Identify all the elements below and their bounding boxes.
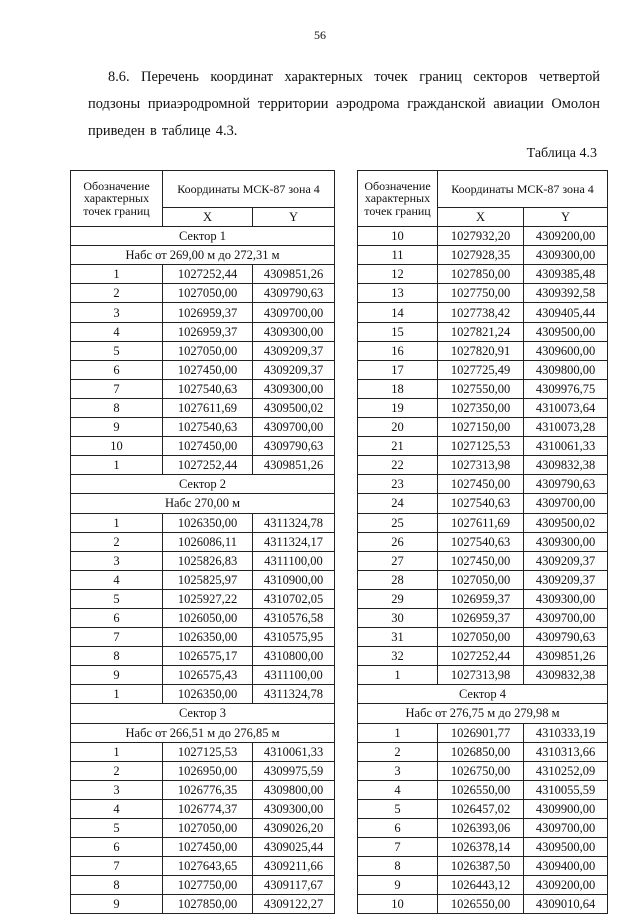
point-number-cell: 23 xyxy=(358,475,438,494)
point-number-cell: 4 xyxy=(71,799,163,818)
table-row xyxy=(358,761,608,780)
point-number-cell: 22 xyxy=(358,456,438,475)
x-coordinate-cell: 1027750,00 xyxy=(163,876,253,895)
y-coordinate-cell: 4310800,00 xyxy=(253,647,335,666)
y-coordinate-cell: 4309790,63 xyxy=(524,628,608,647)
x-coordinate-cell: 1027540,63 xyxy=(438,494,524,513)
table-row xyxy=(71,379,335,398)
x-coordinate-cell: 1027450,00 xyxy=(163,838,253,857)
y-coordinate-cell: 4309700,00 xyxy=(524,819,608,838)
header-coordinates: Координаты МСК-87 зона 4 xyxy=(438,171,608,208)
point-number-cell: 10 xyxy=(71,437,163,456)
x-coordinate-cell: 1026457,02 xyxy=(438,799,524,818)
y-coordinate-cell: 4309300,00 xyxy=(253,322,335,341)
header-point-label: Обозначение характерных точек границ xyxy=(71,171,163,227)
y-coordinate-cell: 4309851,26 xyxy=(524,647,608,666)
point-number-cell: 20 xyxy=(358,418,438,437)
table-row xyxy=(71,513,335,532)
y-coordinate-cell: 4309500,02 xyxy=(524,513,608,532)
table-row xyxy=(71,628,335,647)
point-number-cell: 8 xyxy=(358,857,438,876)
table-row xyxy=(358,398,608,417)
x-coordinate-cell: 1026550,00 xyxy=(438,780,524,799)
y-coordinate-cell: 4309300,00 xyxy=(524,589,608,608)
table-row xyxy=(71,608,335,627)
y-coordinate-cell: 4309300,00 xyxy=(524,532,608,551)
table-row xyxy=(71,819,335,838)
point-number-cell: 21 xyxy=(358,437,438,456)
point-number-cell: 7 xyxy=(71,379,163,398)
y-coordinate-cell: 4309832,38 xyxy=(524,666,608,685)
section-row xyxy=(358,704,608,723)
section-row xyxy=(71,475,335,494)
y-coordinate-cell: 4311100,00 xyxy=(253,551,335,570)
x-coordinate-cell: 1026959,37 xyxy=(163,303,253,322)
table-row xyxy=(358,227,608,246)
section-label: Сектор 2 xyxy=(71,475,335,494)
x-coordinate-cell: 1027611,69 xyxy=(163,398,253,417)
table-row xyxy=(71,838,335,857)
y-coordinate-cell: 4309800,00 xyxy=(253,780,335,799)
point-number-cell: 4 xyxy=(358,780,438,799)
x-coordinate-cell: 1027125,53 xyxy=(438,437,524,456)
x-coordinate-cell: 1026950,00 xyxy=(163,761,253,780)
x-coordinate-cell: 1026959,37 xyxy=(163,322,253,341)
y-coordinate-cell: 4309300,00 xyxy=(253,799,335,818)
y-coordinate-cell: 4309200,00 xyxy=(524,876,608,895)
point-number-cell: 1 xyxy=(71,265,163,284)
point-number-cell: 26 xyxy=(358,532,438,551)
point-number-cell: 25 xyxy=(358,513,438,532)
point-number-cell: 8 xyxy=(71,876,163,895)
point-number-cell: 32 xyxy=(358,647,438,666)
y-coordinate-cell: 4310073,28 xyxy=(524,418,608,437)
table-row xyxy=(71,456,335,475)
y-coordinate-cell: 4310073,64 xyxy=(524,398,608,417)
table-row xyxy=(358,742,608,761)
point-number-cell: 3 xyxy=(71,551,163,570)
point-number-cell: 3 xyxy=(358,761,438,780)
y-coordinate-cell: 4309700,00 xyxy=(524,494,608,513)
table-row xyxy=(358,589,608,608)
table-caption: Таблица 4.3 xyxy=(526,146,597,161)
y-coordinate-cell: 4310061,33 xyxy=(253,742,335,761)
x-coordinate-cell: 1026443,12 xyxy=(438,876,524,895)
header-y: Y xyxy=(253,208,335,227)
point-number-cell: 10 xyxy=(358,895,438,914)
x-coordinate-cell: 1027313,98 xyxy=(438,666,524,685)
y-coordinate-cell: 4309122,27 xyxy=(253,895,335,914)
section-label: Сектор 1 xyxy=(71,227,335,246)
y-coordinate-cell: 4309700,00 xyxy=(524,608,608,627)
table-row xyxy=(71,589,335,608)
x-coordinate-cell: 1026050,00 xyxy=(163,608,253,627)
point-number-cell: 1 xyxy=(71,685,163,704)
x-coordinate-cell: 1027750,00 xyxy=(438,284,524,303)
x-coordinate-cell: 1027252,44 xyxy=(163,456,253,475)
y-coordinate-cell: 4309976,75 xyxy=(524,379,608,398)
table-row xyxy=(71,647,335,666)
table-row xyxy=(71,742,335,761)
y-coordinate-cell: 4309200,00 xyxy=(524,227,608,246)
table-row xyxy=(358,360,608,379)
table-row xyxy=(358,246,608,265)
table-row xyxy=(358,265,608,284)
table-row xyxy=(358,284,608,303)
y-coordinate-cell: 4309400,00 xyxy=(524,857,608,876)
x-coordinate-cell: 1026350,00 xyxy=(163,685,253,704)
point-number-cell: 5 xyxy=(71,819,163,838)
table-row xyxy=(71,685,335,704)
header-point-label: Обозначение характерных точек границ xyxy=(358,171,438,227)
table-row xyxy=(358,475,608,494)
y-coordinate-cell: 4310576,58 xyxy=(253,608,335,627)
point-number-cell: 3 xyxy=(71,303,163,322)
x-coordinate-cell: 1027540,63 xyxy=(163,418,253,437)
table-row xyxy=(71,761,335,780)
table-row xyxy=(71,799,335,818)
y-coordinate-cell: 4309209,37 xyxy=(253,341,335,360)
x-coordinate-cell: 1027125,53 xyxy=(163,742,253,761)
x-coordinate-cell: 1026575,17 xyxy=(163,647,253,666)
point-number-cell: 15 xyxy=(358,322,438,341)
table-row xyxy=(358,857,608,876)
x-coordinate-cell: 1026774,37 xyxy=(163,799,253,818)
intro-paragraph: 8.6. Перечень координат характерных точек границ секторов четвертой подзоны приаэродромной территории аэродрома гражданской авиации Омолон приведен в таблице 4.3. xyxy=(88,69,600,139)
point-number-cell: 4 xyxy=(71,570,163,589)
y-coordinate-cell: 4309026,20 xyxy=(253,819,335,838)
x-coordinate-cell: 1026850,00 xyxy=(438,742,524,761)
table-row xyxy=(71,895,335,914)
x-coordinate-cell: 1027550,00 xyxy=(438,379,524,398)
point-number-cell: 7 xyxy=(71,628,163,647)
x-coordinate-cell: 1027252,44 xyxy=(163,265,253,284)
y-coordinate-cell: 4309790,63 xyxy=(524,475,608,494)
section-label: Набс от 266,51 м до 276,85 м xyxy=(71,723,335,742)
point-number-cell: 9 xyxy=(71,666,163,685)
point-number-cell: 4 xyxy=(71,322,163,341)
y-coordinate-cell: 4309209,37 xyxy=(524,570,608,589)
point-number-cell: 3 xyxy=(71,780,163,799)
point-number-cell: 30 xyxy=(358,608,438,627)
table-row xyxy=(71,780,335,799)
x-coordinate-cell: 1027050,00 xyxy=(438,628,524,647)
point-number-cell: 8 xyxy=(71,398,163,417)
table-row xyxy=(358,456,608,475)
right-table-body xyxy=(358,227,608,914)
y-coordinate-cell: 4309500,02 xyxy=(253,398,335,417)
y-coordinate-cell: 4310702,05 xyxy=(253,589,335,608)
y-coordinate-cell: 4309300,00 xyxy=(524,246,608,265)
point-number-cell: 5 xyxy=(71,341,163,360)
x-coordinate-cell: 1026901,77 xyxy=(438,723,524,742)
y-coordinate-cell: 4309209,37 xyxy=(524,551,608,570)
table-row xyxy=(71,284,335,303)
point-number-cell: 9 xyxy=(71,418,163,437)
table-row xyxy=(358,494,608,513)
x-coordinate-cell: 1026350,00 xyxy=(163,513,253,532)
point-number-cell: 2 xyxy=(358,742,438,761)
y-coordinate-cell: 4309790,63 xyxy=(253,284,335,303)
x-coordinate-cell: 1027050,00 xyxy=(163,284,253,303)
table-row xyxy=(358,895,608,914)
header-coordinates: Координаты МСК-87 зона 4 xyxy=(163,171,335,208)
table-row xyxy=(358,723,608,742)
table-row xyxy=(358,628,608,647)
x-coordinate-cell: 1027450,00 xyxy=(438,475,524,494)
x-coordinate-cell: 1026086,11 xyxy=(163,532,253,551)
header-y: Y xyxy=(524,208,608,227)
point-number-cell: 11 xyxy=(358,246,438,265)
table-row xyxy=(358,418,608,437)
y-coordinate-cell: 4310900,00 xyxy=(253,570,335,589)
point-number-cell: 17 xyxy=(358,360,438,379)
table-row xyxy=(71,551,335,570)
section-row xyxy=(71,723,335,742)
x-coordinate-cell: 1027450,00 xyxy=(163,360,253,379)
point-number-cell: 6 xyxy=(71,838,163,857)
point-number-cell: 1 xyxy=(71,456,163,475)
table-row xyxy=(358,876,608,895)
point-number-cell: 29 xyxy=(358,589,438,608)
table-row xyxy=(358,838,608,857)
table-row xyxy=(71,570,335,589)
y-coordinate-cell: 4309211,66 xyxy=(253,857,335,876)
point-number-cell: 24 xyxy=(358,494,438,513)
x-coordinate-cell: 1026350,00 xyxy=(163,628,253,647)
point-number-cell: 1 xyxy=(71,513,163,532)
table-row xyxy=(358,666,608,685)
x-coordinate-cell: 1025927,22 xyxy=(163,589,253,608)
x-coordinate-cell: 1027850,00 xyxy=(163,895,253,914)
table-row xyxy=(71,265,335,284)
table-row xyxy=(358,322,608,341)
header-x: X xyxy=(438,208,524,227)
table-row xyxy=(358,819,608,838)
y-coordinate-cell: 4309600,00 xyxy=(524,341,608,360)
x-coordinate-cell: 1027450,00 xyxy=(163,437,253,456)
point-number-cell: 19 xyxy=(358,398,438,417)
point-number-cell: 14 xyxy=(358,303,438,322)
section-label: Сектор 3 xyxy=(71,704,335,723)
point-number-cell: 31 xyxy=(358,628,438,647)
y-coordinate-cell: 4309500,00 xyxy=(524,838,608,857)
y-coordinate-cell: 4309832,38 xyxy=(524,456,608,475)
x-coordinate-cell: 1027932,20 xyxy=(438,227,524,246)
table-row xyxy=(71,857,335,876)
section-row xyxy=(358,685,608,704)
y-coordinate-cell: 4310313,66 xyxy=(524,742,608,761)
y-coordinate-cell: 4311324,17 xyxy=(253,532,335,551)
point-number-cell: 2 xyxy=(71,284,163,303)
y-coordinate-cell: 4309900,00 xyxy=(524,799,608,818)
point-number-cell: 12 xyxy=(358,265,438,284)
x-coordinate-cell: 1026387,50 xyxy=(438,857,524,876)
x-coordinate-cell: 1026750,00 xyxy=(438,761,524,780)
point-number-cell: 1 xyxy=(358,666,438,685)
table-row xyxy=(358,532,608,551)
point-number-cell: 16 xyxy=(358,341,438,360)
y-coordinate-cell: 4310061,33 xyxy=(524,437,608,456)
point-number-cell: 2 xyxy=(71,761,163,780)
x-coordinate-cell: 1027450,00 xyxy=(438,551,524,570)
y-coordinate-cell: 4309851,26 xyxy=(253,456,335,475)
table-row xyxy=(358,647,608,666)
point-number-cell: 13 xyxy=(358,284,438,303)
section-label: Набс от 276,75 м до 279,98 м xyxy=(358,704,608,723)
table-row xyxy=(358,780,608,799)
x-coordinate-cell: 1026550,00 xyxy=(438,895,524,914)
x-coordinate-cell: 1026393,06 xyxy=(438,819,524,838)
point-number-cell: 5 xyxy=(71,589,163,608)
y-coordinate-cell: 4309117,67 xyxy=(253,876,335,895)
section-row xyxy=(71,227,335,246)
point-number-cell: 28 xyxy=(358,570,438,589)
coordinates-table-left xyxy=(70,170,335,914)
table-row xyxy=(358,799,608,818)
point-number-cell: 6 xyxy=(71,360,163,379)
point-number-cell: 18 xyxy=(358,379,438,398)
point-number-cell: 9 xyxy=(358,876,438,895)
y-coordinate-cell: 4309700,00 xyxy=(253,303,335,322)
y-coordinate-cell: 4309975,59 xyxy=(253,761,335,780)
table-row xyxy=(71,532,335,551)
table-row xyxy=(358,551,608,570)
x-coordinate-cell: 1026575,43 xyxy=(163,666,253,685)
y-coordinate-cell: 4309209,37 xyxy=(253,360,335,379)
point-number-cell: 8 xyxy=(71,647,163,666)
section-label: Набс 270,00 м xyxy=(71,494,335,513)
x-coordinate-cell: 1027821,24 xyxy=(438,322,524,341)
x-coordinate-cell: 1026378,14 xyxy=(438,838,524,857)
table-row xyxy=(71,322,335,341)
section-row xyxy=(71,246,335,265)
point-number-cell: 6 xyxy=(358,819,438,838)
x-coordinate-cell: 1027850,00 xyxy=(438,265,524,284)
y-coordinate-cell: 4309700,00 xyxy=(253,418,335,437)
point-number-cell: 5 xyxy=(358,799,438,818)
x-coordinate-cell: 1027050,00 xyxy=(438,570,524,589)
y-coordinate-cell: 4309405,44 xyxy=(524,303,608,322)
y-coordinate-cell: 4309392,58 xyxy=(524,284,608,303)
point-number-cell: 9 xyxy=(71,895,163,914)
point-number-cell: 1 xyxy=(71,742,163,761)
x-coordinate-cell: 1025826,83 xyxy=(163,551,253,570)
x-coordinate-cell: 1027725,49 xyxy=(438,360,524,379)
section-row xyxy=(71,704,335,723)
table-row xyxy=(71,666,335,685)
y-coordinate-cell: 4310055,59 xyxy=(524,780,608,799)
y-coordinate-cell: 4309300,00 xyxy=(253,379,335,398)
x-coordinate-cell: 1027611,69 xyxy=(438,513,524,532)
x-coordinate-cell: 1026959,37 xyxy=(438,589,524,608)
point-number-cell: 6 xyxy=(71,608,163,627)
point-number-cell: 27 xyxy=(358,551,438,570)
section-label: Набс от 269,00 м до 272,31 м xyxy=(71,246,335,265)
x-coordinate-cell: 1027350,00 xyxy=(438,398,524,417)
y-coordinate-cell: 4309025,44 xyxy=(253,838,335,857)
x-coordinate-cell: 1027313,98 xyxy=(438,456,524,475)
table-row xyxy=(358,513,608,532)
x-coordinate-cell: 1027050,00 xyxy=(163,341,253,360)
y-coordinate-cell: 4309800,00 xyxy=(524,360,608,379)
y-coordinate-cell: 4309790,63 xyxy=(253,437,335,456)
x-coordinate-cell: 1027150,00 xyxy=(438,418,524,437)
table-row xyxy=(358,341,608,360)
x-coordinate-cell: 1027643,65 xyxy=(163,857,253,876)
x-coordinate-cell: 1027540,63 xyxy=(438,532,524,551)
table-row xyxy=(71,360,335,379)
point-number-cell: 7 xyxy=(358,838,438,857)
point-number-cell: 10 xyxy=(358,227,438,246)
table-row xyxy=(71,418,335,437)
table-row xyxy=(358,570,608,589)
table-row xyxy=(358,608,608,627)
table-row xyxy=(358,379,608,398)
x-coordinate-cell: 1027820,91 xyxy=(438,341,524,360)
page-number: 56 xyxy=(314,28,326,42)
table-row xyxy=(71,341,335,360)
point-number-cell: 2 xyxy=(71,532,163,551)
table-row xyxy=(71,876,335,895)
x-coordinate-cell: 1027738,42 xyxy=(438,303,524,322)
x-coordinate-cell: 1026776,35 xyxy=(163,780,253,799)
table-row xyxy=(71,437,335,456)
x-coordinate-cell: 1026959,37 xyxy=(438,608,524,627)
section-label: Сектор 4 xyxy=(358,685,608,704)
x-coordinate-cell: 1027928,35 xyxy=(438,246,524,265)
y-coordinate-cell: 4311324,78 xyxy=(253,685,335,704)
y-coordinate-cell: 4311324,78 xyxy=(253,513,335,532)
table-row xyxy=(358,437,608,456)
point-number-cell: 1 xyxy=(358,723,438,742)
table-row xyxy=(358,303,608,322)
coordinates-table-right xyxy=(357,170,608,914)
y-coordinate-cell: 4310575,95 xyxy=(253,628,335,647)
section-row xyxy=(71,494,335,513)
y-coordinate-cell: 4311100,00 xyxy=(253,666,335,685)
y-coordinate-cell: 4309851,26 xyxy=(253,265,335,284)
y-coordinate-cell: 4309385,48 xyxy=(524,265,608,284)
y-coordinate-cell: 4310252,09 xyxy=(524,761,608,780)
x-coordinate-cell: 1027050,00 xyxy=(163,819,253,838)
table-row xyxy=(71,303,335,322)
left-table-body xyxy=(71,227,335,914)
y-coordinate-cell: 4309010,64 xyxy=(524,895,608,914)
x-coordinate-cell: 1027540,63 xyxy=(163,379,253,398)
x-coordinate-cell: 1025825,97 xyxy=(163,570,253,589)
point-number-cell: 7 xyxy=(71,857,163,876)
y-coordinate-cell: 4310333,19 xyxy=(524,723,608,742)
table-row xyxy=(71,398,335,417)
x-coordinate-cell: 1027252,44 xyxy=(438,647,524,666)
y-coordinate-cell: 4309500,00 xyxy=(524,322,608,341)
header-x: X xyxy=(163,208,253,227)
